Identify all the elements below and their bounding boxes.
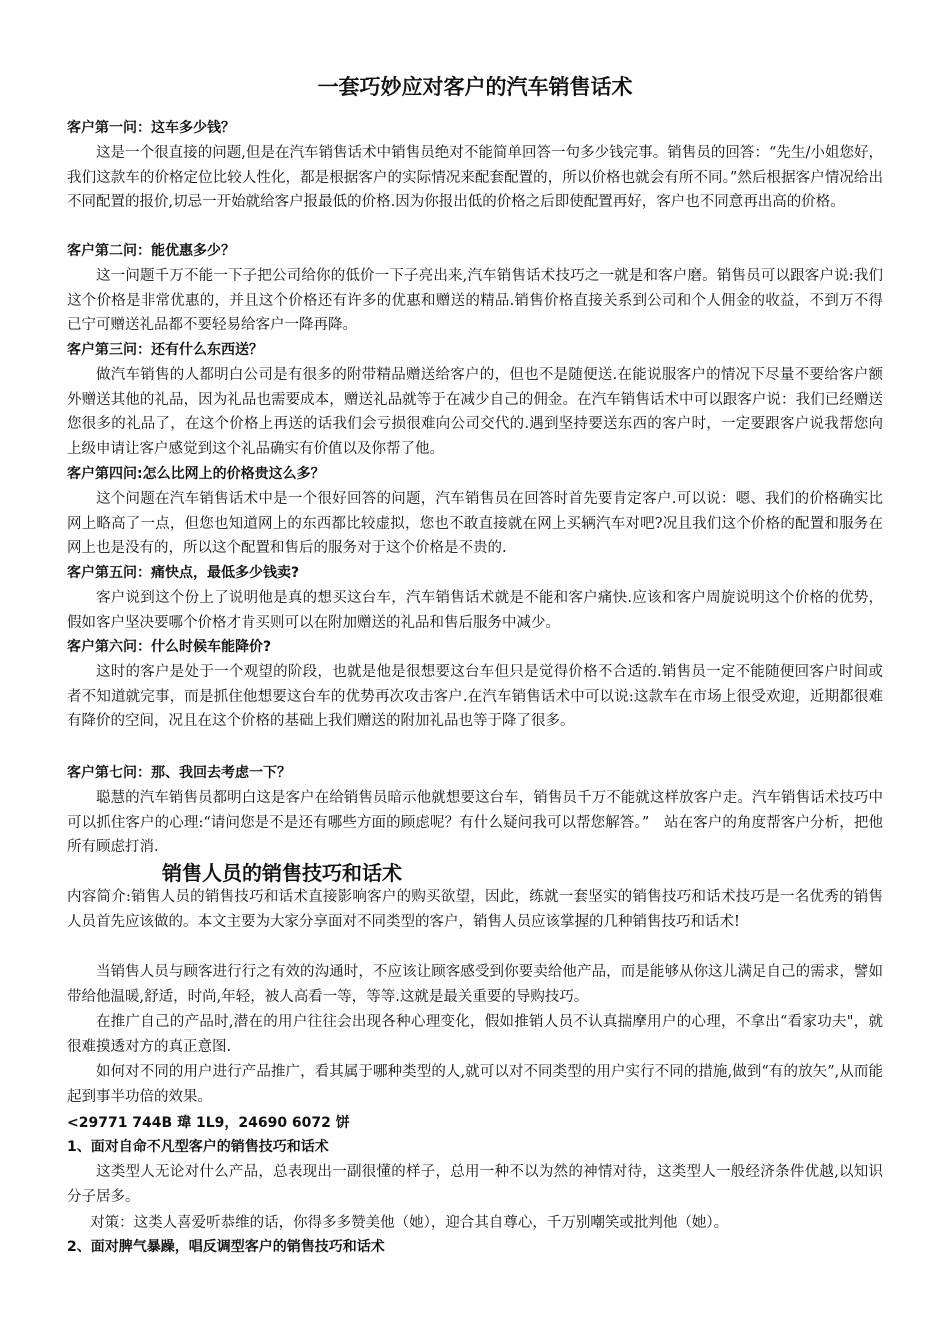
type-tactic-1: 对策：这类人喜爱听恭维的话，你得多多赞美他（她），迎合其自尊心，千万别嘲笑或批判他（她）。 — [90, 1215, 729, 1231]
question-heading-7: 客户第七问：那、我回去考虑一下？ — [67, 765, 291, 781]
type-heading-2: 2、面对脾气暴躁，唱反调型客户的销售技巧和话术 — [67, 1239, 385, 1255]
question-heading-1: 客户第一问：这车多少钱？ — [67, 120, 235, 136]
answer-paragraph-6: 这时的客户是处于一个观望的阶段，也就是他是很想要这台车但只是觉得价格不合适的.销售员一定不能随便回客户时间或者不知道就完事，而是抓住他想要这台车的优势再次攻击客户.在汽车销售话术中可以说:这款车在市场上很受欢迎，近期都很难有降价的空间，况且在这个价格的基础上我们赠送的附加礼品也等于降了很多。 — [67, 664, 883, 729]
answer-paragraph-3: 做汽车销售的人都明白公司是有很多的附带精品赠送给客户的，但也不是随便送.在能说服客户的情况下尽量不要给客户额外赠送其他的礼品，因为礼品也需要成本，赠送礼品就等于在减少自己的佣金。在汽车销售话术中可以跟客户说：我们已经赠送您很多的礼品了，在这个价格上再送的话我们会亏损很难向公司交代的.遇到坚持要送东西的客户时，一定要跟客户说我帮您向上级申请让客户感觉到这个礼品确实有价值以及你帮了他。 — [67, 367, 883, 457]
code-line: <29771 744B 瑋 1L9，24690 6072 饼 — [67, 1115, 350, 1131]
intro-paragraph: 内容简介:销售人员的销售技巧和话术直接影响客户的购买欲望，因此，练就一套坚实的销售技巧和话术技巧是一名优秀的销售人员首先应该做的。本文主要为大家分享面对不同类型的客户，销售人员应该掌握的几种销售技巧和话术! — [67, 889, 883, 930]
body-paragraph-3: 如何对不同的用户进行产品推广，看其属于哪种类型的人,就可以对不同类型的用户实行不同的措施,做到“有的放矢”,从而能起到事半功倍的效果。 — [67, 1064, 883, 1105]
page-title: 一套巧妙应对客户的汽车销售话术 — [317, 74, 633, 99]
section-subtitle: 销售人员的销售技巧和话术 — [162, 861, 402, 885]
question-heading-3: 客户第三问：还有什么东西送？ — [67, 342, 263, 358]
answer-paragraph-5: 客户说到这个份上了说明他是真的想买这台车，汽车销售话术就是不能和客户痛快.应该和客户周旋说明这个价格的优势，假如客户坚决要哪个价格才肯买则可以在附加赠送的礼品和售后服务中减少。 — [67, 590, 883, 631]
answer-paragraph-7: 聪慧的汽车销售员都明白这是客户在给销售员暗示他就想要这台车，销售员千万不能就这样放客户走。汽车销售话术技巧中可以抓住客户的心理:“请问您是不是还有哪些方面的顾虑呢？有什么疑问我可以帮您解答。” 站在客户的角度帮客户分析，把他所有顾虑打消. — [67, 790, 883, 855]
body-paragraph-2: 在推广自己的产品时,潜在的用户往往会出现各种心理变化，假如推销人员不认真揣摩用户的心理，不拿出“看家功夫"，就很难摸透对方的真正意图. — [67, 1014, 883, 1055]
answer-paragraph-1: 这是一个很直接的问题,但是在汽车销售话术中销售员绝对不能简单回答一句多少钱完事。销售员的回答：“先生/小姐您好，我们这款车的价格定位比较人性化，都是根据客户的实际情况来配套配置的，所以价格也就会有所不同。”然后根据客户情况给出不同配置的报价,切忌一开始就给客户报最低的价格.因为你报出低的价格之后即使配置再好，客户也不同意再出高的价格。 — [67, 145, 883, 210]
question-heading-6: 客户第六问：什么时候车能降价? — [67, 639, 272, 655]
question-heading-2: 客户第二问：能优惠多少？ — [67, 243, 235, 259]
type-heading-1: 1、面对自命不凡型客户的销售技巧和话术 — [67, 1139, 329, 1155]
body-paragraph-1: 当销售人员与顾客进行行之有效的沟通时，不应该让顾客感受到你要卖给他产品，而是能够从你这儿满足自己的需求，譬如带给他温暖,舒适，时尚,年轻，被人高看一等，等等.这就是最关重要的导购技巧。 — [67, 964, 883, 1005]
answer-paragraph-2: 这一问题千万不能一下子把公司给你的低价一下子亮出来,汽车销售话术技巧之一就是和客户磨。销售员可以跟客户说:我们这个价格是非常优惠的，并且这个价格还有许多的优惠和赠送的精品.销售价格直接关系到公司和个人佣金的收益，不到万不得已宁可赠送礼品都不要轻易给客户一降再降。 — [67, 268, 883, 333]
question-heading-5: 客户第五问：痛快点，最低多少钱卖? — [67, 565, 300, 581]
answer-paragraph-4: 这个问题在汽车销售话术中是一个很好回答的问题，汽车销售员在回答时首先要肯定客户.可以说：嗯、我们的价格确实比网上略高了一点，但您也知道网上的东西都比较虚拟，您也不敢直接就在网上买辆汽车对吧?况且我们这个价格的配置和服务在网上也是没有的，所以这个配置和售后的服务对于这个价格是不贵的. — [67, 491, 883, 556]
type-desc-1: 这类型人无论对什么产品，总表现出一副很懂的样子，总用一种不以为然的神情对待，这类型人一般经济条件优越,以知识分子居多。 — [67, 1164, 883, 1205]
question-heading-4: 客户第四问:怎么比网上的价格贵这么多？ — [67, 466, 325, 482]
